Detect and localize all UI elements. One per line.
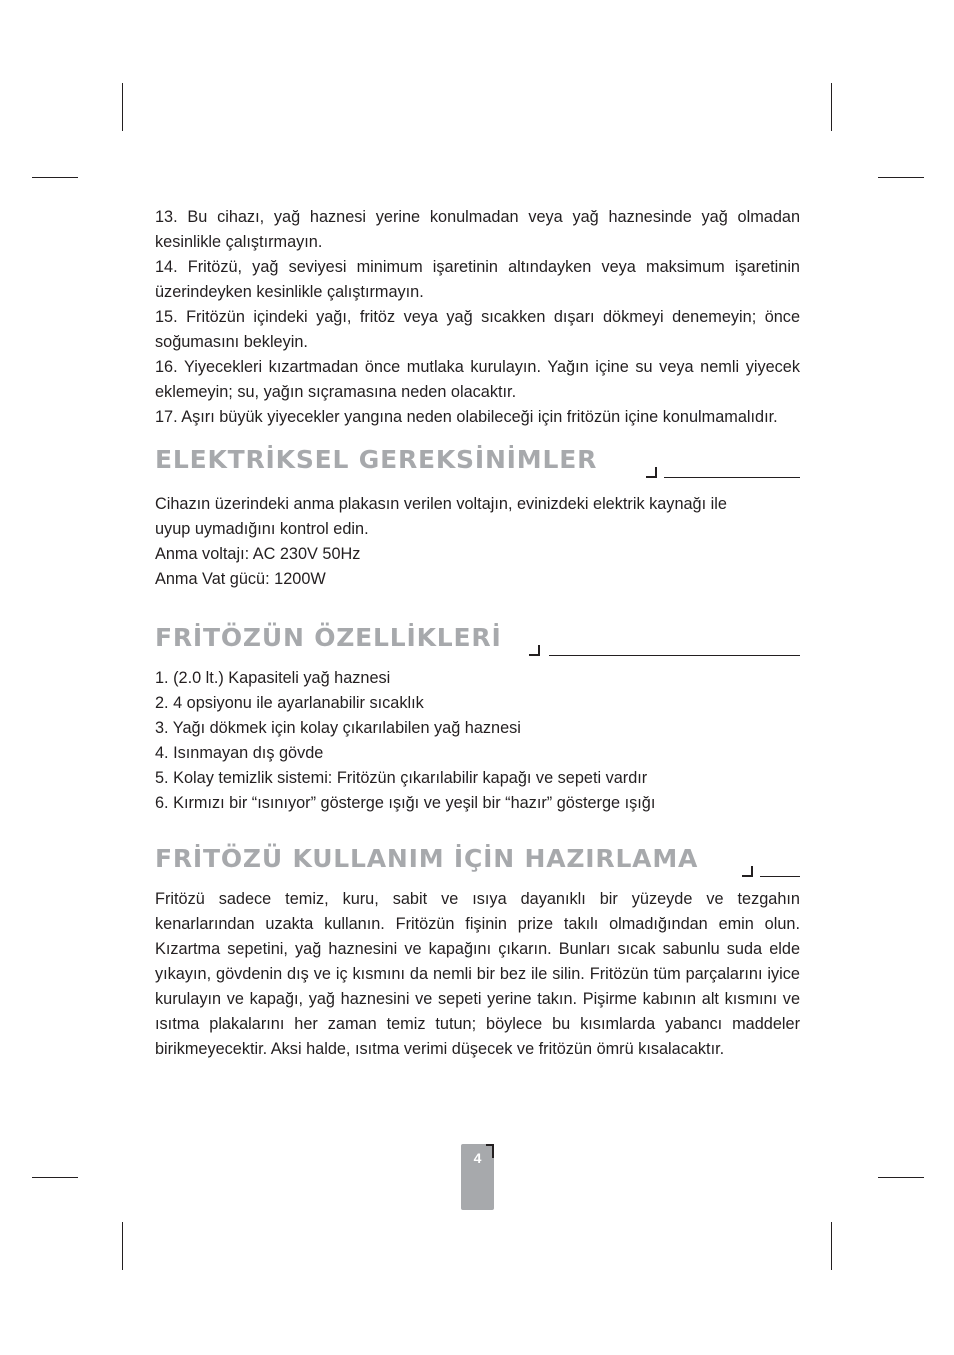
crop-mark bbox=[32, 177, 78, 178]
safety-item: 15. Fritözün içindeki yağı, fritöz veya yağ sıcakken dışarı dökmeyi denemeyin; önce soğumasını bekleyin. bbox=[155, 308, 800, 351]
heading-corner-mark bbox=[742, 866, 753, 877]
safety-item: 17. Aşırı büyük yiyecekler yangına neden olabileceği için fritözün içine konulmamalıdır. bbox=[155, 408, 778, 426]
feature-item: 3. Yağı dökmek için kolay çıkarılabilen yağ haznesi bbox=[155, 719, 521, 737]
feature-item: 1. (2.0 lt.) Kapasiteli yağ haznesi bbox=[155, 669, 391, 687]
crop-mark bbox=[831, 1222, 832, 1270]
safety-list bbox=[155, 205, 800, 430]
feature-item: 5. Kolay temizlik sistemi: Fritözün çıkarılabilir kapağı ve sepeti vardır bbox=[155, 769, 648, 787]
section-title: ELEKTRİKSEL GEREKSİNİMLER bbox=[155, 445, 598, 474]
crop-mark bbox=[878, 177, 924, 178]
safety-item: 13. Bu cihazı, yağ haznesi yerine konulmadan veya yağ haznesinde yağ olmadan kesinlikle çalıştırmayın. bbox=[155, 208, 800, 251]
page-content bbox=[155, 205, 800, 1062]
rated-voltage: Anma voltajı: AC 230V 50Hz bbox=[155, 545, 361, 563]
electrical-section bbox=[155, 492, 800, 592]
heading-corner-mark bbox=[529, 645, 540, 656]
page-number-tab bbox=[461, 1144, 494, 1210]
section-title: FRİTÖZÜN ÖZELLİKLERİ bbox=[155, 623, 502, 652]
section-heading-features bbox=[155, 616, 800, 658]
crop-mark bbox=[122, 1222, 123, 1270]
section-heading-preparation bbox=[155, 837, 800, 879]
crop-mark bbox=[122, 83, 123, 131]
crop-mark bbox=[32, 1177, 78, 1178]
feature-item: 2. 4 opsiyonu ile ayarlanabilir sıcaklık bbox=[155, 694, 424, 712]
rated-power: Anma Vat gücü: 1200W bbox=[155, 570, 326, 588]
crop-mark bbox=[831, 83, 832, 131]
safety-item: 14. Fritözü, yağ seviyesi minimum işaretinin altındayken veya maksimum işaretinin üzerindeyken kesinlikle çalıştırmayın. bbox=[155, 258, 800, 301]
crop-mark bbox=[878, 1177, 924, 1178]
section-title: FRİTÖZÜ KULLANIM İÇİN HAZIRLAMA bbox=[155, 844, 699, 873]
page-number: 4 bbox=[473, 1150, 482, 1166]
heading-corner-mark bbox=[646, 467, 657, 478]
heading-rule bbox=[549, 655, 800, 656]
heading-rule bbox=[664, 477, 800, 478]
electrical-line: uyup uymadığını kontrol edin. bbox=[155, 520, 369, 538]
feature-item: 4. Isınmayan dış gövde bbox=[155, 744, 324, 762]
features-list bbox=[155, 666, 800, 816]
safety-item: 16. Yiyecekleri kızartmadan önce mutlaka kurulayın. Yağın içine su veya nemli yiyecek eklemeyin; su, yağın sıçramasına neden olacaktır. bbox=[155, 358, 800, 401]
electrical-line: Cihazın üzerindeki anma plakasın verilen voltajın, evinizdeki elektrik kaynağı ile bbox=[155, 495, 727, 513]
preparation-text: Fritözü sadece temiz, kuru, sabit ve ısıya dayanıklı bir yüzeyde ve tezgahın kenarlarından uzakta kullanın. Fritözün fişinin prize takılı olmadığından emin olun. Kızartma sepetini, yağ haznesini ve kapağını çıkarın. Bunları sıcak sabunlu suda elde yıkayın, gövdenin dış ve iç kısmını da nemli bir bez ile silin. Fritözün tüm parçalarını iyice kurulayın ve kapağı, yağ haznesini ve sepeti yerine takın. Pişirme kabının alt kısmını ve ısıtma plakalarını her zaman temiz tutun; böylece bu kısımlarda yabancı maddeler birikmeyecektir. Aksi halde, ısıtma verimi düşecek ve fritözün ömrü kısalacaktır. bbox=[155, 890, 800, 1058]
heading-rule bbox=[760, 876, 800, 877]
page-tab-corner-mark bbox=[486, 1144, 494, 1158]
feature-item: 6. Kırmızı bir “ısınıyor” gösterge ışığı ve yeşil bir “hazır” gösterge ışığı bbox=[155, 794, 656, 812]
section-heading-electrical bbox=[155, 438, 800, 480]
